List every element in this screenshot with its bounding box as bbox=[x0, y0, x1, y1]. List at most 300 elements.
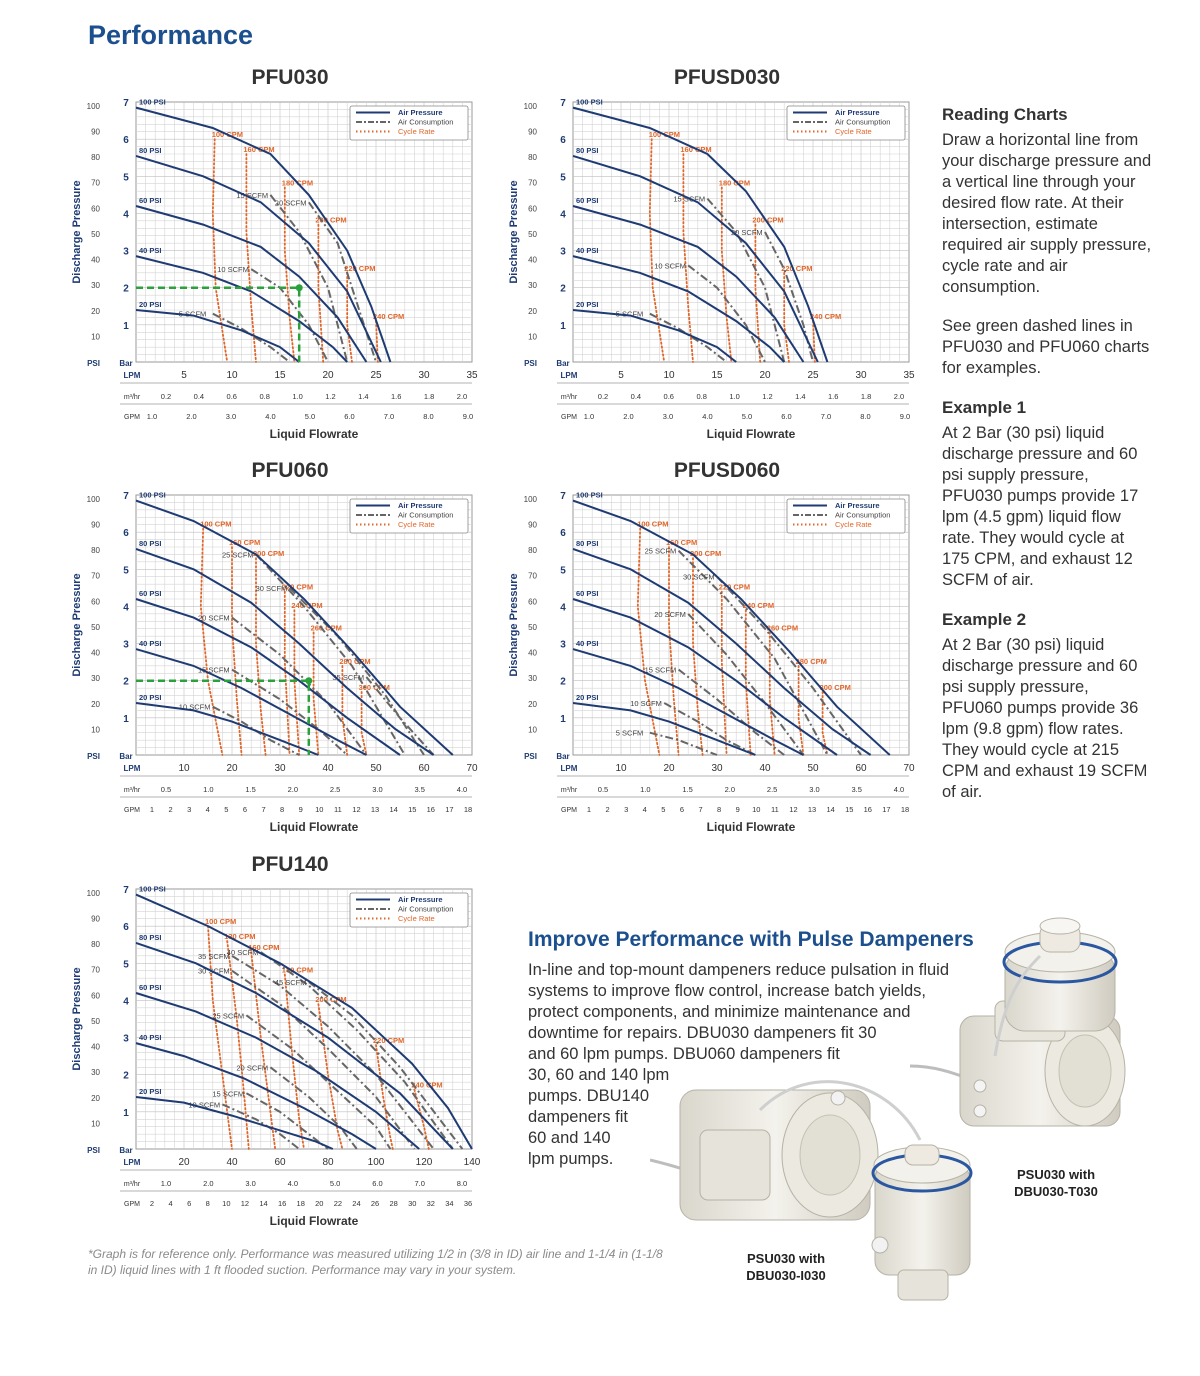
gpm-tick-label: 1 bbox=[149, 805, 155, 814]
cycle-rate-label: 220 CPM bbox=[281, 582, 314, 592]
bar-tick-label: 3 bbox=[560, 246, 566, 258]
dampeners-line: systems to improve flow control, increase batch yields, bbox=[528, 982, 926, 1000]
lpm-tick-label: 60 bbox=[855, 763, 867, 774]
cycle-rate-label: 200 CPM bbox=[315, 215, 347, 225]
gpm-tick-label: 9 bbox=[735, 805, 740, 814]
gpm-tick-label: 2.0 bbox=[623, 412, 634, 421]
gpm-tick-label: 13 bbox=[807, 805, 817, 814]
lpm-tick-label: 10 bbox=[663, 370, 675, 381]
gpm-unit-label: GPM bbox=[124, 1201, 140, 1208]
air-consumption-label: 30 SCFM bbox=[198, 966, 230, 976]
m3hr-unit-label: m³/hr bbox=[560, 787, 578, 794]
legend-label: Air Pressure bbox=[398, 501, 443, 510]
psi-tick-label: 100 bbox=[86, 101, 100, 111]
m3hr-tick-label: 0.6 bbox=[226, 392, 237, 401]
m3hr-tick-label: 2.0 bbox=[724, 785, 736, 794]
chart-pfusd060-svg bbox=[507, 487, 947, 839]
y-axis-title: Discharge Pressure bbox=[508, 180, 520, 284]
lpm-tick-label: 20 bbox=[322, 370, 334, 381]
gpm-tick-label: 1 bbox=[586, 805, 592, 814]
chart-pfu060 bbox=[70, 459, 510, 839]
dampeners-line: dampeners fit bbox=[528, 1108, 628, 1126]
lpm-tick-label: 35 bbox=[903, 370, 915, 381]
lpm-tick-label: 40 bbox=[759, 763, 771, 774]
cycle-rate-label: 200 CPM bbox=[253, 549, 285, 559]
chart-pfusd030-svg bbox=[507, 94, 947, 446]
legend-label: Air Pressure bbox=[398, 108, 443, 117]
gpm-tick-label: 16 bbox=[426, 805, 435, 814]
gpm-tick-label: 7.0 bbox=[383, 412, 395, 421]
air-pressure-label: 20 PSI bbox=[576, 693, 599, 702]
bar-tick-label: 2 bbox=[123, 283, 129, 295]
lpm-tick-label: 60 bbox=[418, 763, 430, 774]
gpm-tick-label: 36 bbox=[463, 1199, 473, 1208]
bar-tick-label: 4 bbox=[560, 602, 566, 614]
lpm-tick-label: 10 bbox=[615, 763, 627, 774]
bar-tick-label: 6 bbox=[123, 528, 129, 540]
m3hr-tick-label: 3.0 bbox=[245, 1179, 256, 1188]
bar-tick-label: 1 bbox=[123, 713, 129, 725]
dampeners-line: 60 and 140 bbox=[528, 1129, 611, 1147]
gpm-tick-label: 18 bbox=[296, 1199, 305, 1208]
gpm-tick-label: 9 bbox=[298, 805, 303, 814]
caption-line: PSU030 with bbox=[1016, 1167, 1096, 1182]
x-axis-title: Liquid Flowrate bbox=[706, 820, 796, 834]
psi-tick-label: 50 bbox=[528, 622, 537, 632]
psi-tick-label: 60 bbox=[528, 204, 537, 214]
chart-title: PFUSD060 bbox=[673, 459, 781, 482]
m3hr-tick-label: 0.2 bbox=[597, 392, 609, 401]
lpm-tick-label: 30 bbox=[855, 370, 867, 381]
lpm-unit-label: LPM bbox=[560, 764, 578, 773]
bar-tick-label: 5 bbox=[560, 172, 566, 184]
legend-label: Cycle Rate bbox=[835, 520, 872, 529]
m3hr-tick-label: 2.0 bbox=[456, 392, 468, 401]
air-consumption-label: 30 SCFM bbox=[255, 583, 288, 593]
lpm-unit-label: LPM bbox=[123, 764, 141, 773]
lpm-tick-label: 30 bbox=[711, 763, 723, 774]
m3hr-tick-label: 3.0 bbox=[372, 785, 383, 794]
cycle-rate-label: 260 CPM bbox=[310, 623, 342, 633]
bar-tick-label: 2 bbox=[123, 1070, 129, 1082]
m3hr-unit-label: m³/hr bbox=[560, 394, 578, 401]
m3hr-tick-label: 1.4 bbox=[358, 392, 369, 401]
footnote: *Graph is for reference only. Performance was measured utilizing 1/2 in (3/8 in ID) air line and 1-1/4 in (1-1/8 in ID) liquid lines with 1 ft flooded suction. Performance may vary in your system. bbox=[88, 1247, 663, 1277]
lpm-unit-label: LPM bbox=[560, 371, 578, 380]
m3hr-tick-label: 1.2 bbox=[325, 392, 336, 401]
psi-tick-label: 70 bbox=[528, 178, 537, 188]
air-consumption-label: 5 SCFM bbox=[615, 309, 644, 319]
example-point bbox=[305, 677, 312, 684]
bar-tick-label: 4 bbox=[123, 602, 129, 614]
gpm-tick-label: 9.0 bbox=[899, 412, 911, 421]
gpm-tick-label: 17 bbox=[882, 805, 891, 814]
caption-in-line bbox=[728, 1250, 844, 1284]
gpm-tick-label: 2.0 bbox=[186, 412, 197, 421]
air-consumption-label: 30 SCFM bbox=[683, 572, 715, 582]
cycle-rate-label: 300 CPM bbox=[819, 682, 851, 692]
gpm-tick-label: 17 bbox=[445, 805, 454, 814]
cycle-rate-label: 240 CPM bbox=[411, 1080, 443, 1090]
air-consumption-label: 10 SCFM bbox=[217, 265, 249, 275]
lpm-tick-label: 70 bbox=[466, 763, 478, 774]
plot-area bbox=[136, 102, 472, 362]
psi-tick-label: 90 bbox=[91, 127, 100, 137]
air-consumption-label: 35 SCFM bbox=[198, 951, 230, 961]
x-axis-title: Liquid Flowrate bbox=[269, 820, 359, 834]
psi-tick-label: 80 bbox=[91, 546, 100, 556]
cycle-rate-label: 160 CPM bbox=[243, 145, 275, 154]
caption-top-mount bbox=[996, 1166, 1116, 1200]
gpm-tick-label: 5 bbox=[224, 805, 229, 814]
psi-tick-label: 60 bbox=[91, 597, 100, 607]
m3hr-tick-label: 6.0 bbox=[372, 1179, 383, 1188]
example-2-text: At 2 Bar (30 psi) liquid discharge pressure and 60 psi supply pressure, PFU060 pumps provide 36 lpm (9.8 gpm) flow rates. They would cycle at 215 CPM and exhaust 19 SCFM of air. bbox=[942, 636, 1148, 801]
lpm-tick-label: 15 bbox=[274, 370, 286, 381]
cycle-rate-label: 160 CPM bbox=[248, 943, 280, 953]
gpm-tick-label: 28 bbox=[389, 1199, 398, 1208]
x-axis-title: Liquid Flowrate bbox=[706, 427, 796, 441]
cycle-rate-label: 180 CPM bbox=[281, 178, 314, 188]
psi-tick-label: 100 bbox=[523, 494, 537, 504]
y-axis-title: Discharge Pressure bbox=[508, 573, 520, 677]
example-1-text: At 2 Bar (30 psi) liquid discharge pressure and 60 psi supply pressure, PFU030 pumps provide 17 lpm (4.5 gpm) liquid flow rate. They would cycle at 175 CPM, and exhaust 12 SCFM of air. bbox=[942, 424, 1139, 589]
psi-tick-label: 40 bbox=[528, 255, 537, 265]
lpm-tick-label: 30 bbox=[418, 370, 430, 381]
psi-tick-label: 50 bbox=[91, 229, 100, 239]
m3hr-tick-label: 2.5 bbox=[766, 785, 778, 794]
chart-pfusd060 bbox=[507, 459, 947, 839]
cycle-rate-label: 240 CPM bbox=[291, 601, 323, 611]
gpm-tick-label: 4 bbox=[642, 805, 647, 814]
air-consumption-label: 40 SCFM bbox=[226, 948, 259, 958]
cycle-rate-label: 100 CPM bbox=[205, 917, 237, 927]
cycle-rate-label: 300 CPM bbox=[358, 682, 390, 692]
psi-tick-label: 50 bbox=[91, 622, 100, 632]
air-pressure-label: 100 PSI bbox=[576, 97, 603, 107]
lpm-tick-label: 25 bbox=[370, 370, 382, 381]
dampeners-line: protect components, and minimize maintenance and bbox=[528, 1003, 911, 1021]
cycle-rate-label: 220 CPM bbox=[718, 582, 751, 592]
bar-unit-label: Bar bbox=[119, 752, 133, 761]
bar-tick-label: 7 bbox=[123, 885, 129, 896]
air-pressure-label: 60 PSI bbox=[139, 589, 162, 598]
gpm-tick-label: 3 bbox=[624, 805, 629, 814]
gpm-tick-label: 7 bbox=[698, 805, 703, 814]
gpm-tick-label: 10 bbox=[315, 805, 324, 814]
psi-unit-label: PSI bbox=[87, 359, 100, 368]
air-consumption-label: 10 SCFM bbox=[630, 699, 662, 708]
bar-tick-label: 3 bbox=[123, 1033, 129, 1045]
air-pressure-label: 60 PSI bbox=[139, 196, 162, 205]
cycle-rate-label: 220 CPM bbox=[344, 263, 376, 273]
y-axis-title: Discharge Pressure bbox=[71, 967, 83, 1071]
reading-heading: Reading Charts bbox=[942, 105, 1068, 124]
m3hr-tick-label: 4.0 bbox=[893, 785, 905, 794]
lpm-tick-label: 10 bbox=[178, 763, 190, 774]
psi-tick-label: 10 bbox=[528, 725, 537, 735]
m3hr-tick-label: 4.0 bbox=[287, 1179, 299, 1188]
psi-tick-label: 40 bbox=[91, 255, 100, 265]
air-consumption-label: 10 SCFM bbox=[188, 1100, 221, 1110]
lpm-tick-label: 70 bbox=[903, 763, 915, 774]
bar-tick-label: 6 bbox=[560, 135, 566, 147]
cycle-rate-label: 100 CPM bbox=[637, 519, 669, 529]
gpm-tick-label: 4.0 bbox=[265, 412, 276, 421]
gpm-tick-label: 14 bbox=[826, 805, 835, 814]
lpm-unit-label: LPM bbox=[123, 1158, 141, 1167]
lpm-tick-label: 120 bbox=[415, 1157, 433, 1168]
psi-tick-label: 10 bbox=[91, 332, 100, 342]
dampeners-line: lpm pumps. bbox=[528, 1150, 614, 1168]
m3hr-tick-label: 3.5 bbox=[414, 785, 425, 794]
air-pressure-label: 20 PSI bbox=[576, 300, 599, 309]
cycle-rate-label: 180 CPM bbox=[718, 178, 751, 188]
gpm-tick-label: 1.0 bbox=[146, 412, 158, 421]
legend-label: Air Consumption bbox=[398, 904, 454, 914]
caption-line: DBU030-T030 bbox=[1014, 1184, 1098, 1199]
gpm-tick-label: 15 bbox=[845, 805, 854, 814]
air-consumption-label: 45 SCFM bbox=[274, 977, 307, 987]
legend-label: Air Consumption bbox=[398, 510, 454, 520]
lpm-tick-label: 50 bbox=[370, 763, 382, 774]
bar-unit-label: Bar bbox=[119, 1146, 133, 1155]
gpm-tick-label: 8.0 bbox=[860, 412, 871, 421]
psi-tick-label: 100 bbox=[86, 888, 100, 898]
psi-tick-label: 30 bbox=[528, 281, 537, 291]
air-pressure-label: 40 PSI bbox=[139, 1033, 162, 1043]
psi-tick-label: 100 bbox=[86, 494, 100, 504]
gpm-tick-label: 6.0 bbox=[344, 412, 355, 421]
gpm-tick-label: 14 bbox=[389, 805, 398, 814]
air-pressure-label: 80 PSI bbox=[139, 145, 162, 155]
bar-tick-label: 6 bbox=[123, 135, 129, 147]
air-consumption-label: 20 SCFM bbox=[654, 609, 686, 619]
bar-unit-label: Bar bbox=[556, 752, 570, 761]
psi-tick-label: 20 bbox=[91, 1093, 100, 1103]
cycle-rate-label: 240 CPM bbox=[742, 601, 775, 611]
gpm-tick-label: 4.0 bbox=[702, 412, 713, 421]
air-consumption-label: 15 SCFM bbox=[644, 665, 677, 675]
gpm-tick-label: 30 bbox=[408, 1199, 417, 1208]
m3hr-tick-label: 3.5 bbox=[851, 785, 862, 794]
gpm-tick-label: 7.0 bbox=[820, 412, 832, 421]
air-consumption-label: 5 SCFM bbox=[178, 309, 207, 319]
chart-pfu140 bbox=[70, 853, 510, 1233]
m3hr-tick-label: 0.8 bbox=[259, 392, 270, 401]
cycle-rate-label: 180 CPM bbox=[281, 965, 314, 975]
m3hr-tick-label: 0.5 bbox=[597, 785, 609, 794]
gpm-tick-label: 3.0 bbox=[662, 412, 674, 421]
psi-unit-label: PSI bbox=[524, 752, 537, 761]
gpm-tick-label: 11 bbox=[770, 805, 779, 814]
m3hr-tick-label: 2.0 bbox=[203, 1179, 214, 1188]
gpm-tick-label: 22 bbox=[333, 1199, 343, 1208]
gpm-tick-label: 8 bbox=[205, 1199, 210, 1208]
air-pressure-label: 20 PSI bbox=[139, 1087, 162, 1096]
lpm-tick-label: 20 bbox=[663, 763, 675, 774]
gpm-unit-label: GPM bbox=[561, 807, 577, 814]
chart-title: PFU140 bbox=[251, 853, 329, 876]
bar-unit-label: Bar bbox=[119, 359, 133, 368]
lpm-tick-label: 5 bbox=[181, 370, 187, 381]
bar-unit-label: Bar bbox=[556, 359, 570, 368]
psi-tick-label: 100 bbox=[523, 101, 537, 111]
gpm-tick-label: 3.0 bbox=[225, 412, 237, 421]
lpm-unit-label: LPM bbox=[123, 371, 141, 380]
legend-label: Air Pressure bbox=[835, 108, 880, 117]
legend-label: Air Pressure bbox=[835, 501, 880, 510]
gpm-tick-label: 16 bbox=[863, 805, 872, 814]
cycle-rate-label: 260 CPM bbox=[766, 623, 799, 633]
gpm-tick-label: 26 bbox=[370, 1199, 380, 1208]
gpm-tick-label: 1.0 bbox=[583, 412, 595, 421]
psi-tick-label: 10 bbox=[91, 725, 100, 735]
y-axis-title: Discharge Pressure bbox=[71, 180, 83, 284]
bar-tick-label: 1 bbox=[123, 1107, 129, 1119]
air-consumption-label: 25 SCFM bbox=[644, 546, 677, 556]
psi-tick-label: 20 bbox=[528, 306, 537, 316]
m3hr-tick-label: 1.0 bbox=[160, 1179, 172, 1188]
m3hr-tick-label: 0.6 bbox=[663, 392, 674, 401]
air-pressure-label: 80 PSI bbox=[139, 538, 162, 548]
cycle-rate-label: 100 CPM bbox=[200, 519, 232, 529]
cycle-rate-label: 240 CPM bbox=[810, 312, 842, 322]
gpm-tick-label: 8 bbox=[280, 805, 285, 814]
psi-tick-label: 10 bbox=[91, 1119, 100, 1129]
m3hr-tick-label: 0.8 bbox=[696, 392, 707, 401]
gpm-unit-label: GPM bbox=[124, 807, 140, 814]
m3hr-tick-label: 0.4 bbox=[193, 392, 205, 401]
m3hr-tick-label: 4.0 bbox=[456, 785, 468, 794]
bar-tick-label: 1 bbox=[123, 320, 129, 332]
gpm-tick-label: 6 bbox=[679, 805, 685, 814]
psi-tick-label: 30 bbox=[91, 1068, 100, 1078]
lpm-tick-label: 40 bbox=[322, 763, 334, 774]
air-consumption-label: 25 SCFM bbox=[212, 1011, 245, 1021]
caption-line: PSU030 with bbox=[746, 1251, 826, 1266]
psi-tick-label: 60 bbox=[528, 597, 537, 607]
gpm-tick-label: 13 bbox=[370, 805, 380, 814]
gpm-tick-label: 12 bbox=[352, 805, 361, 814]
air-consumption-label: 5 SCFM bbox=[615, 728, 644, 738]
dampeners-line: In-line and top-mount dampeners reduce pulsation in fluid bbox=[528, 961, 950, 979]
legend-label: Air Consumption bbox=[835, 117, 891, 127]
gpm-tick-label: 6 bbox=[187, 1199, 192, 1208]
bar-tick-label: 2 bbox=[560, 676, 566, 688]
air-consumption-label: 20 SCFM bbox=[731, 228, 763, 237]
air-consumption-label: 10 SCFM bbox=[654, 261, 686, 271]
m3hr-tick-label: 7.0 bbox=[414, 1179, 425, 1188]
psi-tick-label: 30 bbox=[91, 674, 100, 684]
lpm-tick-label: 30 bbox=[274, 763, 286, 774]
legend-label: Air Consumption bbox=[835, 510, 891, 520]
lpm-tick-label: 140 bbox=[463, 1157, 481, 1168]
gpm-tick-label: 8 bbox=[717, 805, 722, 814]
dampeners-line: 30, 60 and 140 lpm bbox=[528, 1066, 670, 1084]
legend-label: Cycle Rate bbox=[398, 520, 435, 529]
bar-tick-label: 2 bbox=[123, 676, 129, 688]
gpm-tick-label: 7 bbox=[261, 805, 266, 814]
lpm-tick-label: 35 bbox=[466, 370, 478, 381]
x-axis-title: Liquid Flowrate bbox=[269, 1214, 359, 1228]
lpm-tick-label: 10 bbox=[226, 370, 238, 381]
air-consumption-label: 20 SCFM bbox=[236, 1063, 269, 1073]
dampeners-line: downtime for repairs. DBU030 dampeners fit 30 bbox=[528, 1024, 877, 1042]
legend-label: Cycle Rate bbox=[835, 127, 872, 136]
gpm-tick-label: 4 bbox=[168, 1199, 173, 1208]
gpm-tick-label: 6 bbox=[242, 805, 248, 814]
psi-tick-label: 80 bbox=[91, 940, 100, 950]
gpm-tick-label: 18 bbox=[900, 805, 910, 814]
cycle-rate-label: 160 CPM bbox=[229, 538, 261, 547]
m3hr-tick-label: 1.0 bbox=[640, 785, 651, 794]
air-consumption-label: 15 SCFM bbox=[198, 665, 230, 675]
example-1-heading: Example 1 bbox=[942, 398, 1027, 417]
psi-tick-label: 30 bbox=[528, 674, 537, 684]
air-consumption-label: 25 SCFM bbox=[222, 550, 254, 560]
m3hr-unit-label: m³/hr bbox=[123, 1181, 141, 1188]
lpm-tick-label: 80 bbox=[322, 1157, 334, 1168]
plot-area bbox=[573, 495, 909, 755]
psi-tick-label: 60 bbox=[91, 204, 100, 214]
bar-tick-label: 5 bbox=[123, 565, 129, 577]
psi-unit-label: PSI bbox=[87, 752, 100, 761]
gpm-tick-label: 6.0 bbox=[781, 412, 792, 421]
gpm-tick-label: 2 bbox=[168, 805, 173, 814]
air-consumption-label: 15 SCFM bbox=[212, 1089, 245, 1099]
psi-unit-label: PSI bbox=[524, 359, 537, 368]
cycle-rate-label: 200 CPM bbox=[690, 549, 722, 559]
bar-tick-label: 5 bbox=[123, 959, 129, 971]
psi-tick-label: 10 bbox=[528, 332, 537, 342]
lpm-tick-label: 20 bbox=[226, 763, 238, 774]
gpm-tick-label: 12 bbox=[240, 1199, 250, 1208]
m3hr-tick-label: 1.5 bbox=[245, 785, 256, 794]
psi-tick-label: 80 bbox=[91, 153, 100, 163]
dampeners-title: Improve Performance with Pulse Dampeners bbox=[528, 928, 974, 951]
air-pressure-label: 60 PSI bbox=[576, 196, 599, 205]
air-pressure-label: 20 PSI bbox=[139, 300, 162, 309]
air-consumption-label: 10 SCFM bbox=[178, 702, 211, 712]
gpm-tick-label: 5.0 bbox=[304, 412, 316, 421]
gpm-tick-label: 32 bbox=[426, 1199, 435, 1208]
m3hr-tick-label: 0.5 bbox=[160, 785, 172, 794]
cycle-rate-label: 220 CPM bbox=[781, 263, 813, 273]
lpm-tick-label: 100 bbox=[367, 1157, 385, 1168]
psi-tick-label: 20 bbox=[528, 699, 537, 709]
lpm-tick-label: 25 bbox=[807, 370, 819, 381]
reading-paragraph-1: Draw a horizontal line from your discharge pressure and a vertical line through your desired flow rate. At their intersection, estimate required air supply pressure, cycle rate and air consumption. bbox=[942, 131, 1152, 296]
psi-tick-label: 70 bbox=[91, 965, 100, 975]
m3hr-tick-label: 2.0 bbox=[893, 392, 905, 401]
bar-tick-label: 4 bbox=[123, 209, 129, 221]
gpm-tick-label: 3 bbox=[187, 805, 192, 814]
dampeners-line: pumps. DBU140 bbox=[528, 1087, 650, 1105]
m3hr-tick-label: 2.5 bbox=[329, 785, 341, 794]
reading-guide bbox=[942, 104, 1152, 821]
air-pressure-label: 80 PSI bbox=[576, 538, 599, 548]
air-consumption-label: 15 SCFM bbox=[236, 190, 269, 200]
air-pressure-label: 40 PSI bbox=[139, 639, 162, 649]
air-pressure-label: 80 PSI bbox=[139, 932, 162, 942]
psi-tick-label: 70 bbox=[91, 571, 100, 581]
psi-tick-label: 70 bbox=[528, 571, 537, 581]
cycle-rate-label: 160 CPM bbox=[680, 145, 712, 154]
bar-tick-label: 5 bbox=[560, 565, 566, 577]
psi-tick-label: 20 bbox=[91, 306, 100, 316]
psi-unit-label: PSI bbox=[87, 1146, 100, 1155]
